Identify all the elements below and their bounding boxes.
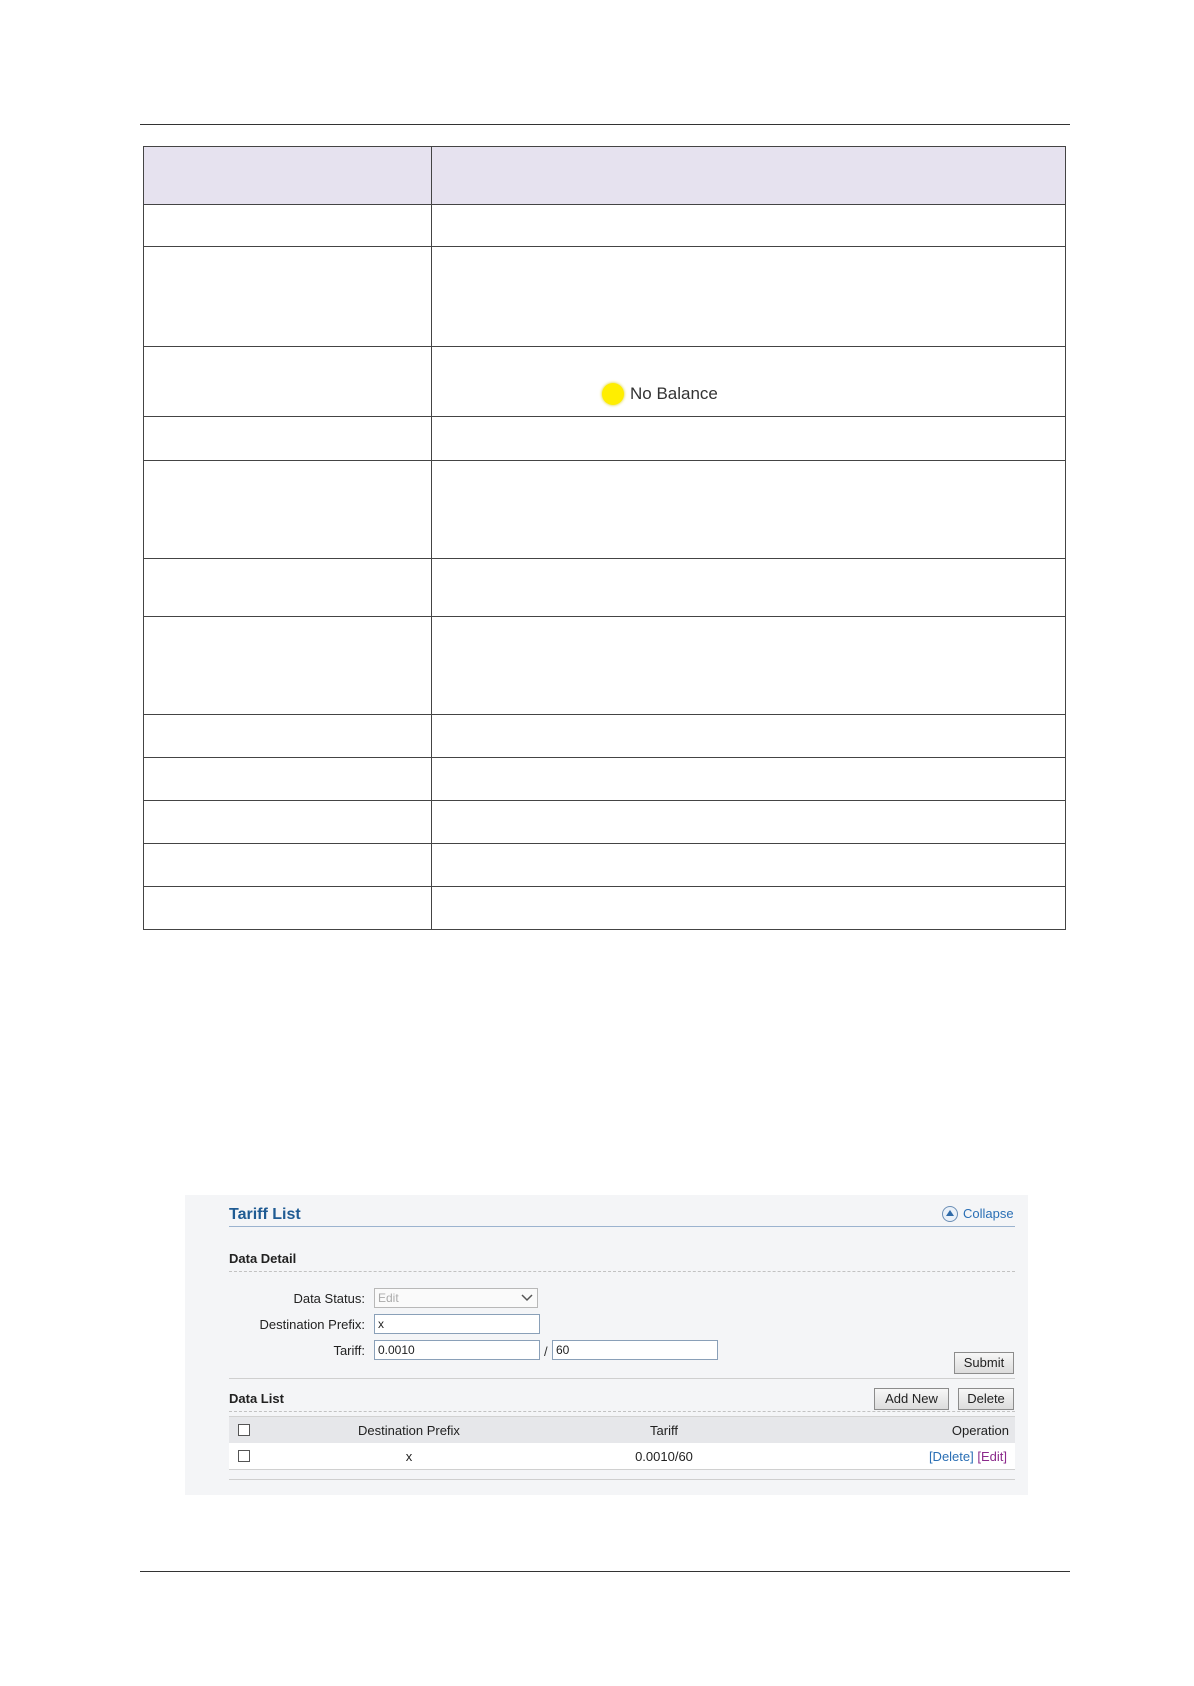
table-row (144, 758, 1066, 801)
table-cell (144, 347, 432, 417)
data-list-heading: Data List (229, 1391, 284, 1406)
data-status-select[interactable] (374, 1288, 538, 1308)
table-row (144, 347, 1066, 417)
collapse-icon[interactable] (942, 1206, 958, 1222)
status-dot-icon (602, 383, 624, 405)
section-divider (229, 1411, 1015, 1412)
table-row (144, 205, 1066, 247)
list-bottom-line (229, 1479, 1015, 1480)
balance-status-cell (432, 347, 1066, 417)
add-new-button[interactable]: Add New (874, 1388, 949, 1410)
balance-status-text: No Balance (630, 384, 718, 403)
section-divider (229, 1378, 1015, 1379)
table-row (144, 461, 1066, 559)
table-row (144, 801, 1066, 844)
table-cell (432, 247, 1066, 347)
section-divider (229, 1271, 1015, 1272)
table-row (144, 247, 1066, 347)
table-cell (144, 559, 432, 617)
title-divider (229, 1226, 1015, 1227)
table-cell (432, 417, 1066, 461)
table-cell (432, 801, 1066, 844)
table-cell (432, 559, 1066, 617)
table-cell (144, 147, 432, 205)
data-list-header (229, 1416, 1015, 1444)
select-all-checkbox[interactable] (238, 1424, 250, 1436)
row-edit-link[interactable]: [Edit] (977, 1449, 1007, 1464)
table-cell (144, 758, 432, 801)
table-row (144, 844, 1066, 887)
table-cell (144, 461, 432, 559)
column-header-tariff: Tariff (650, 1423, 678, 1438)
table-row (144, 887, 1066, 930)
footer-rule (140, 1571, 1070, 1572)
header-rule (140, 124, 1070, 125)
table-row (144, 559, 1066, 617)
tariff-separator: / (544, 1344, 548, 1359)
table-cell (432, 887, 1066, 930)
parameter-table (143, 146, 1066, 930)
collapse-link[interactable]: Collapse (963, 1206, 1014, 1221)
data-status-label: Data Status: (293, 1291, 365, 1306)
tariff-label: Tariff: (333, 1343, 365, 1358)
delete-button[interactable]: Delete (958, 1388, 1014, 1410)
tariff-list-panel (185, 1195, 1028, 1495)
table-cell (432, 461, 1066, 559)
row-operations (869, 1449, 1007, 1464)
panel-title: Tariff List (229, 1206, 301, 1223)
table-cell (432, 147, 1066, 205)
row-tariff: 0.0010/60 (635, 1449, 693, 1464)
destination-prefix-label: Destination Prefix: (259, 1317, 365, 1332)
table-cell (144, 844, 432, 887)
table-row (144, 715, 1066, 758)
table-header-row (144, 147, 1066, 205)
table-row (229, 1443, 1015, 1470)
table-cell (432, 715, 1066, 758)
table-cell (432, 617, 1066, 715)
table-row (144, 417, 1066, 461)
table-cell (432, 205, 1066, 247)
table-cell (432, 844, 1066, 887)
table-cell (144, 247, 432, 347)
row-checkbox[interactable] (238, 1450, 250, 1462)
row-destination-prefix: x (405, 1449, 413, 1464)
tariff-period-input[interactable]: 60 (552, 1340, 718, 1360)
table-cell (144, 205, 432, 247)
destination-prefix-input[interactable]: x (374, 1314, 540, 1334)
table-cell (144, 801, 432, 844)
column-header-operation: Operation (951, 1423, 1009, 1438)
chevron-down-icon (521, 1294, 533, 1302)
data-detail-heading: Data Detail (229, 1251, 297, 1266)
table-row (144, 617, 1066, 715)
table-cell (144, 617, 432, 715)
column-header-destination-prefix: Destination Prefix (358, 1423, 460, 1438)
table-cell (432, 758, 1066, 801)
row-delete-link[interactable]: [Delete] (928, 1449, 974, 1464)
submit-button[interactable]: Submit (954, 1352, 1014, 1374)
tariff-amount-input[interactable]: 0.0010 (374, 1340, 540, 1360)
data-status-value: Edit (378, 1291, 399, 1305)
table-cell (144, 887, 432, 930)
table-cell (144, 715, 432, 758)
table-cell (144, 417, 432, 461)
